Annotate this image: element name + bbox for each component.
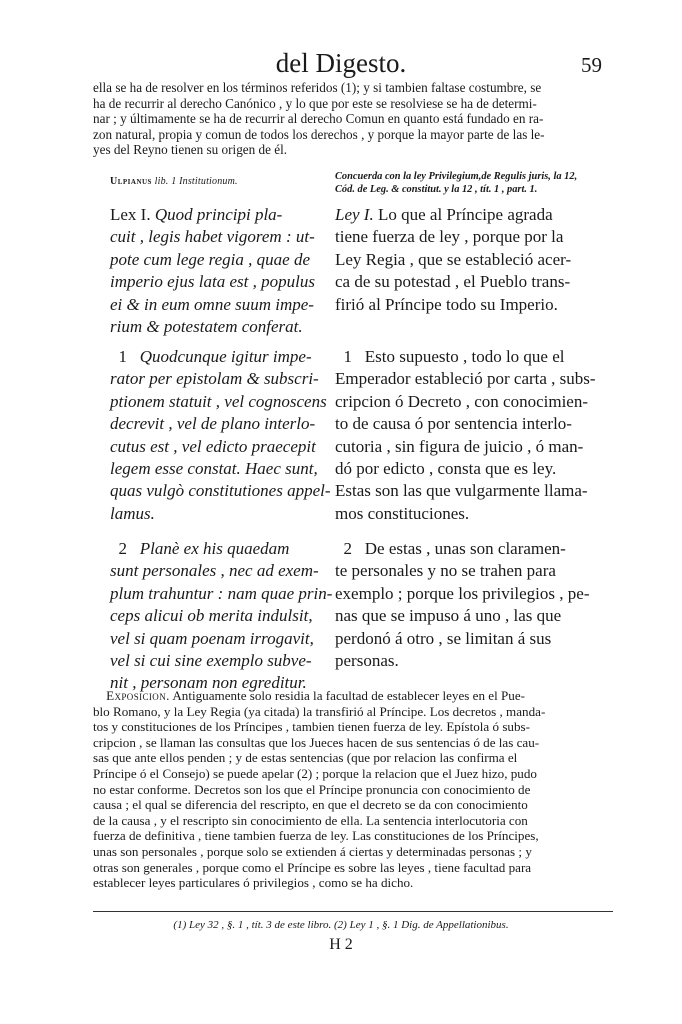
text-line: rator per epistolam & subscri- — [110, 369, 319, 389]
text-line: decrevit , vel de plano interlo- — [110, 414, 316, 434]
text-line: mos constituciones. — [335, 503, 470, 523]
paragraph-number: 1 — [343, 347, 352, 366]
text-line: cripcion , se llaman las consultas que los Jueces hacen de sus sentencias ó de las cau- — [93, 734, 540, 750]
text-line: Ley Regia , que se estableció acer- — [335, 249, 572, 269]
text-line: de la causa , y el rescripto sin conocimiento de ella. La sentencia interlocutoria con — [93, 812, 528, 828]
running-header — [0, 46, 682, 80]
law-heading-spanish: Ley I. — [335, 205, 374, 224]
text-line: ca de su potestad , el Pueblo trans- — [335, 272, 571, 292]
text-line: no estar conforme. Decretos son los que el Príncipe pronuncia con conocimiento de — [93, 781, 531, 797]
text-line: Estas son las que vulgarmente llama- — [335, 481, 588, 501]
paragraph-1-spanish — [335, 346, 617, 525]
text-line: Lex I. Quod principi pla- — [110, 205, 283, 224]
text-line: 1 Quodcunque igitur impe- — [118, 347, 312, 366]
text-line: establecer leyes particulares ó privilegios , como se ha dicho. — [93, 875, 414, 891]
signature-mark: H 2 — [329, 936, 353, 953]
text-line: cutoria , sin figura de juicio , ó man- — [335, 436, 584, 456]
running-title: del Digesto. — [275, 48, 407, 78]
text-line: unas son personales , porque solo se extienden á ciertas y determinadas personas ; y — [93, 843, 532, 859]
text-line: ei & in eum omne suum impe- — [110, 294, 314, 314]
text-line: yes del Reyno tienen su origen de él. — [93, 142, 288, 158]
text-line: to de causa ó por sentencia interlo- — [335, 414, 572, 434]
law-heading-latin: Lex I. — [110, 205, 151, 224]
concordance-line: Concuerda con la ley Privilegium,de Regulis juris, la 12, — [335, 171, 578, 182]
paragraph-2-spanish — [335, 538, 617, 672]
text-line: plum trahuntur : nam quae prin- — [110, 583, 333, 603]
text-line: cutus est , vel edicto praecepit — [110, 436, 316, 456]
text-line: Príncipe ó el Consejo) se puede apelar (2) ; porque la relacion que el Juez hizo, pudo — [93, 765, 537, 781]
text-line: otras son generales , porque como el Príncipe es sobre las leyes , tiene facultad para — [93, 859, 532, 875]
text-line: nas que se impuso á uno , las que — [335, 606, 562, 626]
text-line: rium & potestatem conferat. — [110, 317, 303, 337]
paragraph-number: 2 — [343, 539, 352, 558]
source-work: lib. 1 Institutionum. — [151, 176, 238, 187]
paragraph-number: 2 — [118, 539, 127, 558]
page-number: 59 — [581, 53, 602, 77]
text-line: fuerza de definitiva , tiene tambien fuerza de ley. Las constituciones de los Príncipes, — [93, 828, 539, 844]
text-line: firió al Príncipe todo su Imperio. — [335, 294, 558, 314]
text-line: Ley I. Lo que al Príncipe agrada — [335, 205, 553, 224]
text-line: imperio ejus lata est , populus — [110, 272, 315, 292]
text-line: causa ; el qual se diferencia del rescripto, en que el decreto se da con conocimiento — [93, 797, 528, 813]
text-line: pote cum lege regia , quae de — [110, 249, 310, 269]
text-line: vel si quam poenam irrogavit, — [110, 628, 314, 648]
text-line: legem esse constat. Haec sunt, — [110, 459, 318, 479]
source-author: Ulpianus — [110, 176, 152, 187]
text-line: cuit , legis habet vigorem : ut- — [110, 227, 315, 247]
text-line: personas. — [335, 651, 399, 671]
source-citation-latin — [110, 176, 320, 187]
text-line: tiene fuerza de ley , porque por la — [335, 227, 564, 247]
text-line: exemplo ; porque los privilegios , pe- — [335, 583, 590, 603]
footnotes: (1) Ley 32 , §. 1 , tít. 3 de este libro. (2) Ley 1 , §. 1 Dig. de Appellationibus. — [173, 919, 509, 931]
text-line: tos y constituciones de los Príncipes , tambien tienen fuerza de ley. Epístola ó subs- — [93, 719, 530, 735]
exposicion-label: Exposicion. — [106, 688, 170, 703]
text-line: ha de recurrir al derecho Canónico , y lo que por este se resolviese se ha de determi- — [93, 95, 537, 111]
footnote-divider — [93, 911, 613, 912]
text-line: sunt personales , nec ad exem- — [110, 561, 319, 581]
text-line: 1 Esto supuesto , todo lo que el — [343, 347, 565, 366]
text-line: perdonó á otro , se limitan á sus — [335, 628, 552, 648]
paragraph-1-latin — [110, 346, 331, 525]
text-line: nar ; y últimamente se ha de recurrir al derecho Comun en quanto está fundado en ra- — [93, 111, 544, 127]
intro-paragraph — [93, 80, 613, 158]
text-line: 2 Planè ex his quaedam — [118, 539, 290, 558]
text-line: sas que ante ellos penden ; y de estas sentencias (que por relacion las confirma el — [93, 750, 518, 766]
text-line: cripcion ó Decreto , con conocimien- — [335, 391, 589, 411]
text-line: blo Romano, y la Ley Regia (ya citada) la transfirió al Príncipe. Los decretos , manda- — [93, 703, 546, 719]
text-line: Emperador estableció por carta , subs- — [335, 369, 596, 389]
text-line: quas vulgò constitutiones appel- — [110, 481, 331, 501]
text-line: vel si cui sine exemplo subve- — [110, 651, 312, 671]
text-line: lamus. — [110, 503, 155, 523]
text-line: ella se ha de resolver en los términos referidos (1); y si tambien faltase costumbre, se — [93, 80, 542, 95]
text-line: dó por edicto , consta que es ley. — [335, 459, 557, 479]
text-line: ptionem statuit , vel cognoscens — [110, 391, 327, 411]
paragraph-2-latin — [110, 538, 333, 695]
exposicion-commentary — [93, 688, 613, 891]
text-line: te personales y no se trahen para — [335, 561, 556, 581]
text-line: 2 De estas , unas son claramen- — [343, 539, 566, 558]
paragraph-number: 1 — [118, 347, 127, 366]
law-spanish-text — [335, 204, 617, 316]
law-latin-text — [110, 204, 320, 338]
text-line: ceps alicui ob merita indulsit, — [110, 606, 313, 626]
concordance-note — [335, 170, 617, 196]
text-line: Exposicion. Antiguamente solo residia la facultad de establecer leyes en el Pue- — [106, 688, 525, 703]
text-line: nit , personam non egreditur. — [110, 673, 307, 693]
concordance-line: Cód. de Leg. & constitut. y la 12 , tít. 1 , part. 1. — [335, 184, 538, 195]
text-line: zon natural, propia y comun de todos los derechos , y porque la mayor parte de las le- — [93, 126, 545, 142]
